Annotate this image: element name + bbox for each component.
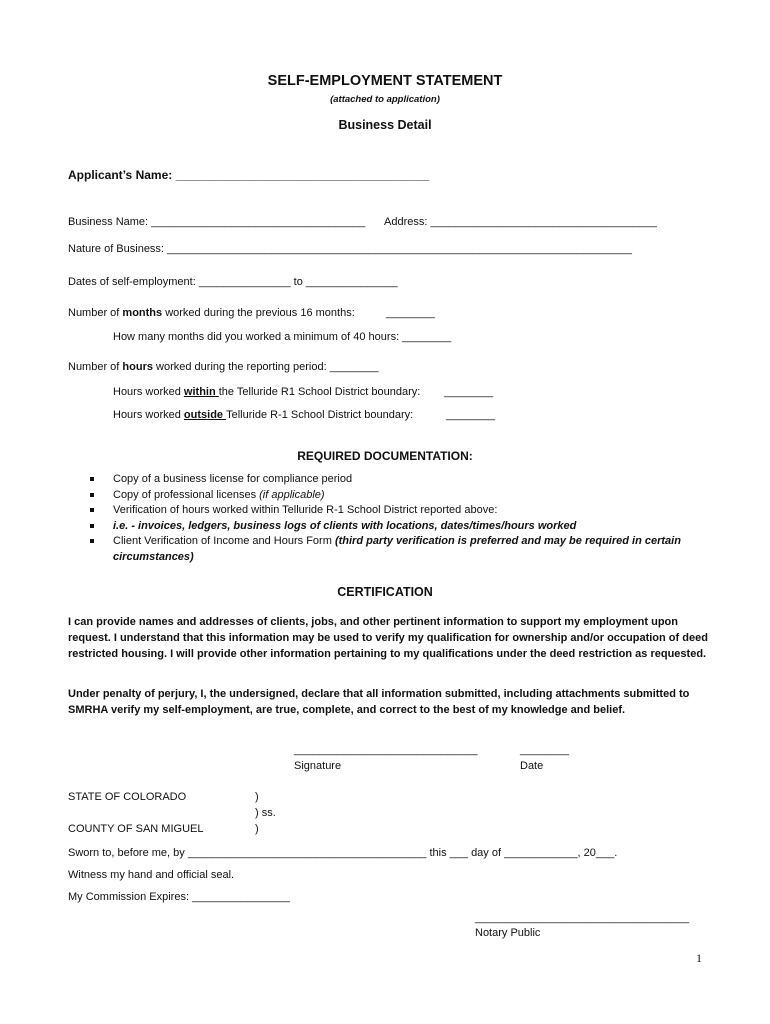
bullet-icon bbox=[90, 493, 94, 497]
months-worked-field[interactable]: ________ bbox=[386, 307, 435, 319]
bullet-icon bbox=[90, 539, 94, 543]
page-number: 1 bbox=[696, 951, 702, 965]
certification-paragraph-1: I can provide names and addresses of clients, jobs, and other pertinent information to support my employment upon request. I understand that this information may be used to verify my qualification for ownership and/or occupation of deed restricted housing. I will provide other information pertaining to my qualifications under the deed restriction as requested. bbox=[68, 616, 708, 660]
list-item: Copy of a business license for compliance period bbox=[90, 472, 710, 488]
document-title: SELF-EMPLOYMENT STATEMENT bbox=[267, 73, 503, 89]
sworn-statement-field[interactable]: Sworn to, before me, by _______________________________________ this ___ day of ____________, 20___. bbox=[68, 847, 618, 859]
list-item: Verification of hours worked within Telluride R-1 School District reported above: bbox=[90, 503, 710, 519]
notary-public-label: Notary Public bbox=[475, 927, 541, 939]
required-documentation-list bbox=[90, 472, 710, 566]
paren-close: ) bbox=[255, 823, 259, 835]
state-label: STATE OF COLORADO bbox=[68, 791, 187, 803]
date-label: Date bbox=[520, 760, 544, 772]
list-item: i.e. - invoices, ledgers, business logs of clients with locations, dates/times/hours worked bbox=[90, 519, 710, 535]
paren-open: ) bbox=[255, 791, 259, 803]
county-label: COUNTY OF SAN MIGUEL bbox=[68, 823, 204, 835]
notary-signature-line[interactable]: ___________________________________ bbox=[475, 912, 690, 924]
required-documentation-title: REQUIRED DOCUMENTATION: bbox=[297, 449, 473, 463]
document-subtitle: (attached to application) bbox=[330, 94, 440, 105]
dates-of-self-employment-field[interactable]: Dates of self-employment: _______________ to _______________ bbox=[68, 276, 398, 288]
months-worked-label: Number of months worked during the previous 16 months: bbox=[68, 307, 355, 319]
list-item: Copy of professional licenses (if applicable) bbox=[90, 488, 710, 504]
list-item: Client Verification of Income and Hours Form (third party verification is preferred and may be required in certain circumstances) bbox=[90, 534, 710, 565]
business-name-field[interactable]: Business Name: ___________________________________ bbox=[68, 216, 366, 228]
ss-label: ) ss. bbox=[255, 807, 276, 819]
signature-label: Signature bbox=[294, 760, 342, 772]
bullet-icon bbox=[90, 508, 94, 512]
signature-line[interactable]: ______________________________ bbox=[294, 744, 478, 756]
hours-within-label: Hours worked within the Telluride R1 School District boundary: bbox=[113, 386, 421, 398]
bullet-icon bbox=[90, 477, 94, 481]
applicant-name-field[interactable]: Applicant’s Name: ______________________________________ bbox=[68, 168, 430, 182]
hours-outside-label: Hours worked outside Telluride R-1 School District boundary: bbox=[113, 409, 414, 421]
hours-within-field[interactable]: ________ bbox=[444, 386, 493, 398]
certification-title: CERTIFICATION bbox=[337, 585, 433, 599]
certification-paragraph-2: Under penalty of perjury, I, the undersigned, declare that all information submitted, including attachments submitted to SMRHA verify my self-employment, are true, complete, and correct to the best of my knowledge and belief. bbox=[68, 688, 690, 716]
hours-worked-field[interactable]: Number of hours worked during the reporting period: ________ bbox=[68, 361, 379, 373]
witness-statement: Witness my hand and official seal. bbox=[68, 869, 235, 881]
address-field[interactable]: Address: _____________________________________ bbox=[384, 216, 657, 228]
bullet-icon bbox=[90, 524, 94, 528]
section-title: Business Detail bbox=[338, 118, 432, 132]
commission-expires-field[interactable]: My Commission Expires: ________________ bbox=[68, 891, 290, 903]
date-line[interactable]: ________ bbox=[520, 744, 569, 756]
nature-of-business-field[interactable]: Nature of Business: ____________________________________________________________________________ bbox=[68, 243, 632, 255]
hours-outside-field[interactable]: ________ bbox=[446, 409, 495, 421]
min-hours-months-field[interactable]: How many months did you worked a minimum of 40 hours: ________ bbox=[113, 331, 452, 343]
